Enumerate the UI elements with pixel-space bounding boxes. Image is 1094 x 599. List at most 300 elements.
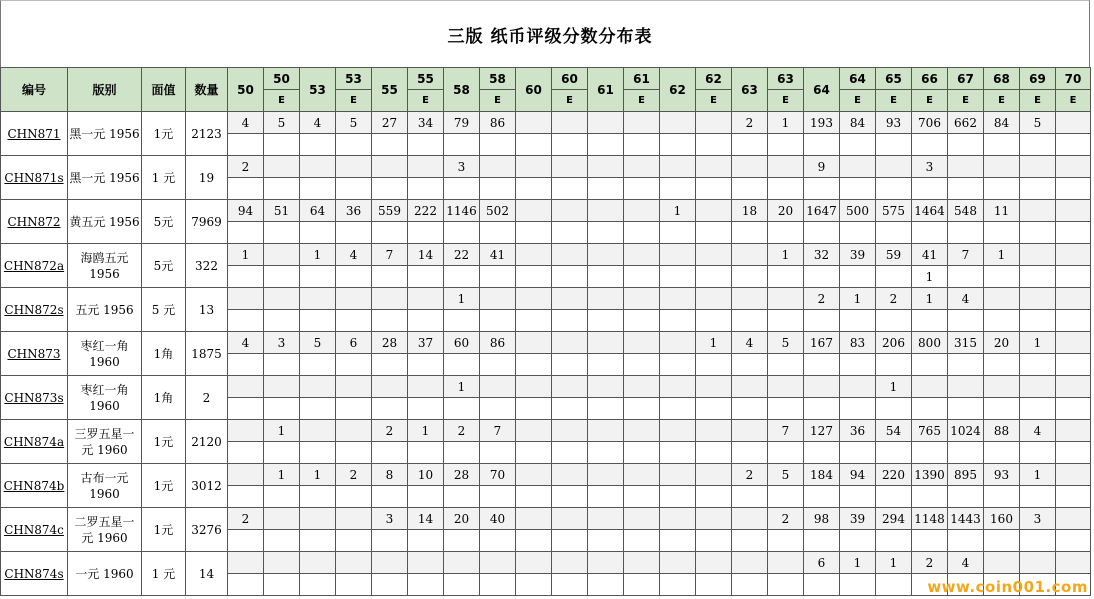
grade-count-cell xyxy=(480,178,516,200)
grade-count-cell xyxy=(408,310,444,332)
grade-count-cell: 94 xyxy=(840,464,876,486)
grade-count-cell: 27 xyxy=(372,112,408,134)
grade-count-cell: 2 xyxy=(768,508,804,530)
grade-count-cell xyxy=(552,332,588,354)
grade-count-cell: 1148 xyxy=(912,508,948,530)
grade-count-cell xyxy=(552,420,588,442)
grade-count-cell xyxy=(480,266,516,288)
grade-count-cell xyxy=(1020,354,1056,376)
grade-count-cell xyxy=(264,398,300,420)
grade-count-cell xyxy=(840,134,876,156)
grade-count-cell xyxy=(624,442,660,464)
grade-count-cell: 64 xyxy=(300,200,336,222)
denomination-cell-text: 5 元 xyxy=(151,303,176,317)
grade-count-cell xyxy=(264,288,300,310)
grade-count-cell xyxy=(984,178,1020,200)
grade-count-cell xyxy=(408,552,444,574)
grade-count-cell xyxy=(336,398,372,420)
grade-count-cell xyxy=(696,486,732,508)
table-row xyxy=(1,244,1091,266)
header-grade: 66 xyxy=(912,68,948,90)
grade-count-cell: 1 xyxy=(876,376,912,398)
grade-count-cell xyxy=(480,156,516,178)
grade-count-cell: 40 xyxy=(480,508,516,530)
grade-count-cell xyxy=(660,134,696,156)
header-grade: 61 xyxy=(624,68,660,90)
grade-count-cell: 1 xyxy=(1020,464,1056,486)
grade-count-cell: 14 xyxy=(408,244,444,266)
grade-count-cell xyxy=(300,178,336,200)
table-row xyxy=(1,420,1091,442)
grade-count-cell xyxy=(336,354,372,376)
variety-cell xyxy=(68,112,142,156)
grade-count-cell xyxy=(948,310,984,332)
grade-count-cell: 39 xyxy=(840,244,876,266)
grade-count-cell xyxy=(696,442,732,464)
grade-count-cell xyxy=(804,486,840,508)
grade-count-cell xyxy=(552,200,588,222)
grade-count-cell xyxy=(1056,398,1091,420)
code-cell[interactable] xyxy=(1,552,68,596)
grade-count-cell xyxy=(948,376,984,398)
grade-count-cell xyxy=(408,134,444,156)
grade-count-cell: 1 xyxy=(444,376,480,398)
grade-count-cell xyxy=(480,376,516,398)
grade-count-cell xyxy=(732,244,768,266)
grade-count-cell: 60 xyxy=(444,332,480,354)
grade-count-cell xyxy=(552,486,588,508)
grade-count-cell xyxy=(1020,200,1056,222)
grade-count-cell xyxy=(948,530,984,552)
grade-count-cell: 559 xyxy=(372,200,408,222)
grade-count-cell xyxy=(768,266,804,288)
code-link[interactable]: CHN873 xyxy=(7,346,61,361)
grade-count-cell xyxy=(768,574,804,596)
grade-count-cell xyxy=(516,530,552,552)
grade-count-cell: 167 xyxy=(804,332,840,354)
denomination-cell xyxy=(142,464,186,508)
grade-count-cell xyxy=(300,508,336,530)
grade-count-cell xyxy=(840,310,876,332)
quantity-cell-text: 13 xyxy=(198,302,215,317)
header-grade-suffix: E xyxy=(1020,90,1056,112)
grade-count-cell xyxy=(624,332,660,354)
grade-count-cell xyxy=(300,552,336,574)
grade-count-cell xyxy=(732,354,768,376)
grade-count-cell xyxy=(1056,486,1091,508)
grade-count-cell xyxy=(480,310,516,332)
grade-count-cell xyxy=(336,156,372,178)
code-link[interactable]: CHN874b xyxy=(3,478,65,493)
grade-count-cell xyxy=(444,310,480,332)
grade-count-cell: 5 xyxy=(300,332,336,354)
grade-count-cell xyxy=(660,508,696,530)
grade-count-cell xyxy=(228,288,264,310)
grade-count-cell xyxy=(444,222,480,244)
grade-count-cell xyxy=(516,156,552,178)
variety-cell xyxy=(68,376,142,420)
grade-count-cell: 2 xyxy=(732,112,768,134)
grade-count-cell xyxy=(336,486,372,508)
grade-count-cell xyxy=(336,552,372,574)
grade-count-cell: 4 xyxy=(228,112,264,134)
grade-count-cell xyxy=(228,398,264,420)
code-cell[interactable] xyxy=(1,200,68,244)
grade-count-cell xyxy=(876,442,912,464)
grade-count-cell: 220 xyxy=(876,464,912,486)
grade-count-cell xyxy=(264,354,300,376)
grade-count-cell: 3 xyxy=(444,156,480,178)
page-title: 三版 纸币评级分数分布表 xyxy=(447,26,653,47)
quantity-cell-text: 2123 xyxy=(191,126,222,141)
header-grade: 63 xyxy=(732,68,768,112)
grade-count-cell xyxy=(300,574,336,596)
grade-count-cell: 18 xyxy=(732,200,768,222)
grade-count-cell: 4 xyxy=(732,332,768,354)
grade-count-cell xyxy=(480,134,516,156)
grade-count-cell xyxy=(660,178,696,200)
grade-count-cell: 2 xyxy=(336,464,372,486)
grade-count-cell xyxy=(300,222,336,244)
grade-count-cell xyxy=(732,376,768,398)
code-link[interactable]: CHN872 xyxy=(7,214,61,229)
grade-count-cell xyxy=(516,552,552,574)
grade-count-cell xyxy=(516,134,552,156)
grade-count-cell xyxy=(804,398,840,420)
grade-count-cell xyxy=(732,574,768,596)
grade-count-cell xyxy=(552,288,588,310)
grade-count-cell xyxy=(552,178,588,200)
grade-count-cell xyxy=(984,442,1020,464)
grade-count-cell xyxy=(300,134,336,156)
header-grade: 68 xyxy=(984,68,1020,90)
header-grade-suffix: E xyxy=(1056,90,1091,112)
grade-count-cell xyxy=(732,134,768,156)
quantity-cell xyxy=(186,200,228,244)
grade-count-cell xyxy=(768,376,804,398)
grade-count-cell xyxy=(336,134,372,156)
grade-count-cell: 39 xyxy=(840,508,876,530)
grade-count-cell: 83 xyxy=(840,332,876,354)
grade-count-cell: 41 xyxy=(480,244,516,266)
grade-count-cell xyxy=(228,134,264,156)
grade-count-cell xyxy=(948,134,984,156)
header-grade: 53 xyxy=(336,68,372,90)
grade-count-cell xyxy=(1020,552,1056,574)
grade-count-cell xyxy=(876,354,912,376)
grade-count-cell xyxy=(660,574,696,596)
grade-count-cell xyxy=(336,574,372,596)
grade-count-cell xyxy=(516,398,552,420)
grade-count-cell xyxy=(840,574,876,596)
grade-count-cell xyxy=(912,442,948,464)
variety-cell xyxy=(68,156,142,200)
grade-count-cell xyxy=(588,398,624,420)
grade-count-cell xyxy=(768,288,804,310)
denomination-cell-text: 1角 xyxy=(153,391,174,405)
grade-count-cell xyxy=(660,530,696,552)
grade-count-cell xyxy=(660,222,696,244)
code-cell[interactable] xyxy=(1,508,68,552)
grade-count-cell: 2 xyxy=(372,420,408,442)
grade-count-cell xyxy=(624,486,660,508)
grade-count-cell xyxy=(408,354,444,376)
grade-count-cell xyxy=(264,552,300,574)
header-grade-suffix: E xyxy=(876,90,912,112)
grade-count-cell xyxy=(624,178,660,200)
grade-count-cell xyxy=(336,530,372,552)
grade-count-cell xyxy=(588,332,624,354)
grade-count-cell xyxy=(336,178,372,200)
header-grade: 60 xyxy=(516,68,552,112)
grade-count-cell xyxy=(696,310,732,332)
grade-count-cell xyxy=(552,310,588,332)
grade-count-cell: 51 xyxy=(264,200,300,222)
grade-count-cell xyxy=(876,266,912,288)
grade-count-cell xyxy=(732,310,768,332)
code-cell[interactable] xyxy=(1,376,68,420)
grade-count-cell xyxy=(228,530,264,552)
grade-count-cell xyxy=(588,552,624,574)
grade-count-cell xyxy=(552,552,588,574)
code-link[interactable]: CHN871s xyxy=(4,170,64,185)
grade-count-cell xyxy=(1056,112,1091,134)
grade-count-cell xyxy=(984,222,1020,244)
grade-count-cell xyxy=(372,376,408,398)
grade-count-cell xyxy=(912,134,948,156)
grade-count-cell xyxy=(552,508,588,530)
grade-count-cell xyxy=(732,178,768,200)
code-cell[interactable] xyxy=(1,464,68,508)
code-cell[interactable] xyxy=(1,156,68,200)
grade-count-cell xyxy=(444,178,480,200)
grade-count-cell xyxy=(300,354,336,376)
grade-count-cell xyxy=(768,552,804,574)
grade-count-cell xyxy=(984,552,1020,574)
grade-count-cell xyxy=(516,486,552,508)
grade-count-cell: 1146 xyxy=(444,200,480,222)
grade-count-cell xyxy=(1056,178,1091,200)
grade-count-cell: 662 xyxy=(948,112,984,134)
grade-count-cell: 20 xyxy=(444,508,480,530)
grade-count-cell: 84 xyxy=(984,112,1020,134)
variety-cell-text: 二罗五星一 元 1960 xyxy=(74,514,135,545)
grade-count-cell xyxy=(1056,376,1091,398)
quantity-cell-text: 7969 xyxy=(191,214,222,229)
grade-count-cell xyxy=(300,530,336,552)
grade-count-cell xyxy=(912,530,948,552)
grade-count-cell: 22 xyxy=(444,244,480,266)
grade-count-cell xyxy=(516,376,552,398)
grade-count-cell: 37 xyxy=(408,332,444,354)
code-link[interactable]: CHN871 xyxy=(7,126,61,141)
denomination-cell-text: 1角 xyxy=(153,347,174,361)
header-grade-suffix: E xyxy=(912,90,948,112)
grade-count-cell xyxy=(696,574,732,596)
grade-count-cell xyxy=(660,486,696,508)
quantity-cell-text: 3276 xyxy=(191,522,222,537)
grade-count-cell: 9 xyxy=(804,156,840,178)
table-row xyxy=(1,332,1091,354)
code-cell[interactable] xyxy=(1,288,68,332)
grade-count-cell: 222 xyxy=(408,200,444,222)
grade-count-cell xyxy=(552,530,588,552)
header-grade: 64 xyxy=(840,68,876,90)
grade-count-cell: 36 xyxy=(336,200,372,222)
grade-count-cell xyxy=(372,530,408,552)
header-grade: 63 xyxy=(768,68,804,90)
title-bar xyxy=(0,0,1090,67)
code-link[interactable]: CHN873s xyxy=(4,390,64,405)
header-grade: 55 xyxy=(372,68,408,112)
watermark: www.coin001.com xyxy=(927,578,1088,596)
grade-count-cell xyxy=(588,464,624,486)
grade-count-cell xyxy=(1056,244,1091,266)
grade-count-cell xyxy=(264,376,300,398)
grade-count-cell: 1 xyxy=(912,266,948,288)
grade-count-cell xyxy=(552,222,588,244)
grade-count-cell xyxy=(300,310,336,332)
grade-count-cell xyxy=(696,552,732,574)
grade-count-cell: 20 xyxy=(984,332,1020,354)
grade-count-cell xyxy=(1056,354,1091,376)
grade-count-cell xyxy=(840,530,876,552)
grade-count-cell xyxy=(660,310,696,332)
grade-count-cell xyxy=(264,134,300,156)
grade-count-cell: 94 xyxy=(228,200,264,222)
grade-count-cell xyxy=(696,222,732,244)
grade-count-cell xyxy=(336,266,372,288)
grade-count-cell: 5 xyxy=(336,112,372,134)
grade-count-cell xyxy=(660,464,696,486)
grade-count-cell xyxy=(228,354,264,376)
grade-count-cell xyxy=(444,398,480,420)
code-link[interactable]: CHN874s xyxy=(4,566,64,581)
quantity-cell xyxy=(186,112,228,156)
grade-count-cell xyxy=(984,530,1020,552)
grade-count-cell: 79 xyxy=(444,112,480,134)
grade-count-cell xyxy=(1020,222,1056,244)
grade-count-cell xyxy=(372,442,408,464)
denomination-cell xyxy=(142,288,186,332)
grade-count-cell xyxy=(804,178,840,200)
grade-count-cell: 70 xyxy=(480,464,516,486)
quantity-cell-text: 19 xyxy=(198,170,215,185)
denomination-cell-text: 5元 xyxy=(153,215,174,229)
header-code: 编号 xyxy=(1,68,68,112)
code-link[interactable]: CHN874a xyxy=(3,434,65,449)
grade-count-cell: 10 xyxy=(408,464,444,486)
grade-count-cell xyxy=(840,398,876,420)
grade-count-cell xyxy=(408,178,444,200)
code-link[interactable]: CHN872a xyxy=(3,258,65,273)
code-link[interactable]: CHN874c xyxy=(4,522,64,537)
grade-count-cell xyxy=(984,156,1020,178)
grade-count-cell xyxy=(480,530,516,552)
grade-count-cell xyxy=(516,222,552,244)
grade-count-cell xyxy=(444,552,480,574)
header-grade: 62 xyxy=(660,68,696,112)
code-cell[interactable] xyxy=(1,244,68,288)
variety-cell-text: 枣红一角 1960 xyxy=(80,382,129,413)
grade-table xyxy=(0,67,1091,596)
grade-count-cell: 4 xyxy=(1020,420,1056,442)
grade-count-cell xyxy=(660,376,696,398)
denomination-cell xyxy=(142,112,186,156)
grade-count-cell xyxy=(984,310,1020,332)
grade-count-cell xyxy=(264,442,300,464)
grade-count-cell: 1 xyxy=(300,244,336,266)
header-grade: 62 xyxy=(696,68,732,90)
grade-count-cell xyxy=(624,420,660,442)
grade-count-cell xyxy=(948,266,984,288)
grade-count-cell: 84 xyxy=(840,112,876,134)
quantity-cell xyxy=(186,420,228,464)
grade-count-cell xyxy=(624,398,660,420)
grade-count-cell xyxy=(732,222,768,244)
grade-count-cell xyxy=(876,398,912,420)
grade-count-cell: 1 xyxy=(300,464,336,486)
grade-count-cell xyxy=(372,288,408,310)
grade-count-cell xyxy=(804,376,840,398)
grade-count-cell xyxy=(876,486,912,508)
grade-count-cell xyxy=(336,420,372,442)
code-cell[interactable] xyxy=(1,112,68,156)
grade-count-cell: 1 xyxy=(264,420,300,442)
code-cell[interactable] xyxy=(1,420,68,464)
header-grade: 64 xyxy=(804,68,840,112)
grade-count-cell: 706 xyxy=(912,112,948,134)
grade-count-cell xyxy=(948,442,984,464)
grade-count-cell xyxy=(660,288,696,310)
grade-count-cell xyxy=(948,156,984,178)
grade-count-cell: 2 xyxy=(228,508,264,530)
table-row xyxy=(1,200,1091,222)
grade-count-cell xyxy=(624,134,660,156)
grade-count-cell: 2 xyxy=(804,288,840,310)
grade-count-cell: 294 xyxy=(876,508,912,530)
grade-count-cell: 1 xyxy=(840,288,876,310)
header-grade: 61 xyxy=(588,68,624,112)
grade-count-cell xyxy=(336,288,372,310)
grade-count-cell xyxy=(1056,442,1091,464)
code-cell[interactable] xyxy=(1,332,68,376)
grade-count-cell xyxy=(840,354,876,376)
quantity-cell xyxy=(186,288,228,332)
grade-count-cell xyxy=(552,442,588,464)
grade-count-cell: 502 xyxy=(480,200,516,222)
grade-count-cell xyxy=(588,574,624,596)
grade-count-cell xyxy=(624,508,660,530)
denomination-cell-text: 1 元 xyxy=(151,171,176,185)
code-link[interactable]: CHN872s xyxy=(4,302,64,317)
grade-count-cell xyxy=(372,266,408,288)
grade-count-cell xyxy=(660,442,696,464)
grade-count-cell xyxy=(1056,508,1091,530)
header-quantity: 数量 xyxy=(186,68,228,112)
grade-count-cell: 41 xyxy=(912,244,948,266)
grade-count-cell xyxy=(696,244,732,266)
grade-count-cell: 7 xyxy=(372,244,408,266)
grade-count-cell xyxy=(516,244,552,266)
grade-count-cell xyxy=(624,156,660,178)
grade-count-cell: 7 xyxy=(948,244,984,266)
grade-count-cell xyxy=(516,332,552,354)
grade-count-cell xyxy=(264,156,300,178)
grade-count-cell xyxy=(516,354,552,376)
grade-count-cell: 2 xyxy=(444,420,480,442)
grade-count-cell xyxy=(552,354,588,376)
